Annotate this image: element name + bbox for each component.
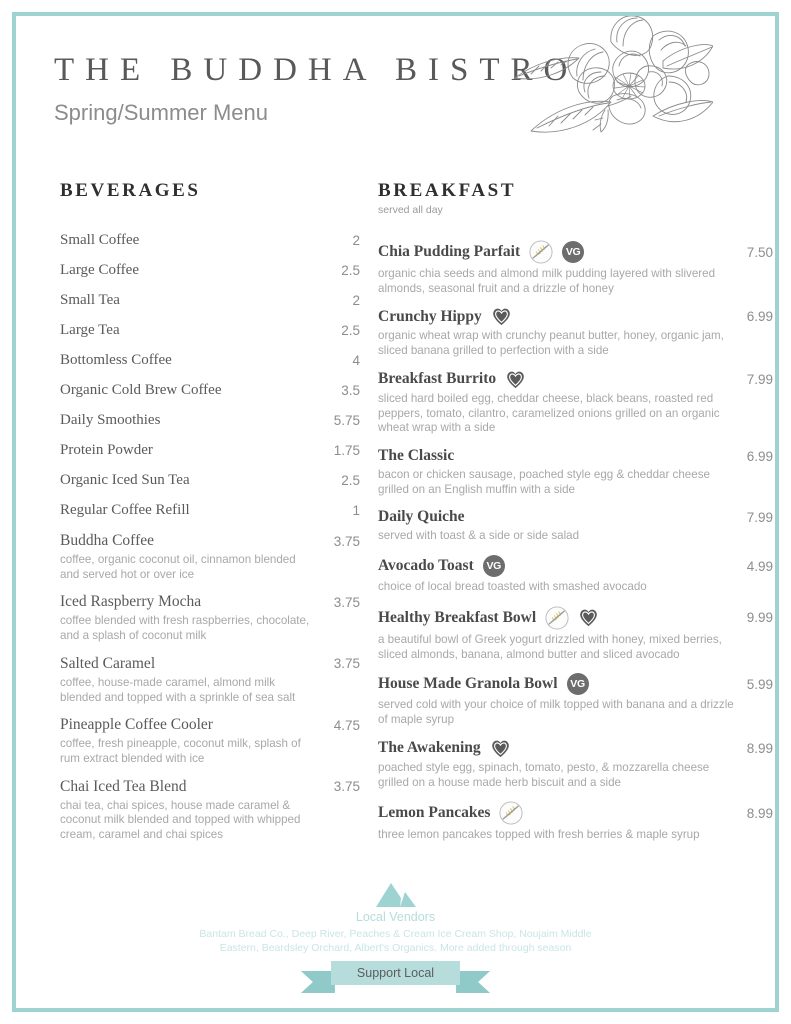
menu-item-left bbox=[60, 502, 190, 519]
menu-item-left bbox=[378, 307, 512, 326]
gluten-free-icon bbox=[499, 801, 523, 825]
menu-item-left bbox=[378, 240, 584, 264]
menu-item-left bbox=[378, 555, 505, 577]
menu-item-name: Lemon Pancakes bbox=[378, 804, 491, 822]
breakfast-items bbox=[378, 240, 773, 843]
vegan-icon: VG bbox=[483, 555, 505, 577]
mountain-icon-wrap bbox=[16, 881, 775, 907]
menu-item-name: Daily Smoothies bbox=[60, 412, 161, 428]
menu-item-price: 3.75 bbox=[333, 533, 360, 549]
menu-item-left bbox=[378, 739, 511, 758]
menu-item-left bbox=[378, 370, 526, 389]
menu-item-price: 2.5 bbox=[341, 323, 360, 338]
menu-item-left bbox=[60, 232, 139, 249]
menu-item bbox=[60, 322, 360, 339]
menu-item-name: Organic Cold Brew Coffee bbox=[60, 382, 222, 398]
menu-item-name: Chia Pudding Parfait bbox=[378, 243, 521, 260]
menu-item-left bbox=[60, 442, 153, 459]
menu-item-row bbox=[60, 352, 360, 369]
menu-item-description: choice of local bread toasted with smashed avocado bbox=[378, 580, 647, 594]
menu-item-price: 4.75 bbox=[333, 717, 360, 733]
menu-item-name: Crunchy Hippy bbox=[378, 307, 482, 325]
menu-item-row bbox=[378, 801, 773, 825]
menu-item-left bbox=[378, 606, 599, 630]
menu-item-row bbox=[60, 532, 360, 550]
menu-item-left bbox=[60, 292, 120, 309]
menu-item-price: 2 bbox=[352, 233, 360, 248]
menu-item-row bbox=[60, 502, 360, 519]
menu-item-name: Breakfast Burrito bbox=[378, 370, 497, 388]
menu-item-row bbox=[60, 262, 360, 279]
menu-item-description: sliced hard boiled egg, cheddar cheese, black beans, roasted red peppers, tomato, cilantro, caramelized onions grilled on an organic wheat wrap with a side bbox=[378, 391, 720, 435]
menu-item-row bbox=[60, 412, 360, 429]
menu-item-price: 3.5 bbox=[341, 383, 360, 398]
menu-item-row bbox=[378, 606, 773, 630]
breakfast-heading: BREAKFAST bbox=[378, 180, 517, 201]
menu-item-name: Large Coffee bbox=[60, 262, 139, 278]
menu-item-name: Regular Coffee Refill bbox=[60, 502, 190, 518]
menu-item bbox=[378, 508, 773, 544]
menu-season-label: Spring/Summer Menu bbox=[54, 100, 268, 125]
menu-item-name: Daily Quiche bbox=[378, 508, 465, 526]
menu-item-left bbox=[60, 412, 160, 429]
menu-item bbox=[378, 673, 773, 727]
menu-item-left bbox=[60, 716, 213, 734]
beverages-items bbox=[60, 232, 360, 843]
menu-item-price: 3.75 bbox=[333, 779, 360, 795]
vegan-icon: VG bbox=[562, 241, 584, 263]
menu-item-left bbox=[60, 322, 120, 339]
menu-item-name: Healthy Breakfast Bowl bbox=[378, 608, 537, 626]
menu-item-price: 6.99 bbox=[746, 309, 773, 325]
beverages-column bbox=[60, 180, 360, 854]
menu-item-price: 3.75 bbox=[333, 656, 360, 672]
menu-item-row bbox=[378, 673, 773, 695]
menu-item-left bbox=[378, 673, 589, 695]
menu-item-name: Organic Iced Sun Tea bbox=[60, 472, 190, 488]
menu-item bbox=[60, 442, 360, 459]
menu-footer bbox=[16, 881, 775, 982]
menu-item bbox=[60, 716, 360, 766]
menu-item-left bbox=[60, 655, 155, 673]
gluten-free-icon bbox=[529, 240, 553, 264]
support-local-label: Support Local bbox=[331, 961, 460, 985]
menu-item-left bbox=[60, 262, 139, 279]
menu-item-description: a beautiful bowl of Greek yogurt drizzled with honey, mixed berries, sliced almonds, banana, almond butter and sliced avocado bbox=[378, 632, 722, 661]
menu-item-price: 4.99 bbox=[746, 558, 773, 574]
menu-item-description: coffee blended with fresh raspberries, chocolate, and a splash of coconut milk bbox=[60, 614, 310, 643]
menu-item-row bbox=[60, 472, 360, 489]
menu-item-description: served cold with your choice of milk topped with banana and a drizzle of maple syrup bbox=[378, 698, 734, 727]
menu-item-description: coffee, organic coconut oil, cinnamon blended and served hot or over ice bbox=[60, 553, 296, 581]
menu-item-row bbox=[60, 716, 360, 734]
menu-item-description: organic chia seeds and almond milk pudding layered with slivered almonds, seasonal fruit and a drizzle of honey bbox=[378, 267, 716, 295]
menu-item bbox=[60, 778, 360, 843]
beverages-heading: BEVERAGES bbox=[60, 180, 201, 201]
menu-item-left bbox=[378, 801, 523, 825]
menu-item-row bbox=[378, 370, 773, 389]
menu-item-name: Buddha Coffee bbox=[60, 532, 154, 549]
menu-item-row bbox=[60, 442, 360, 459]
menu-item-left bbox=[378, 447, 454, 465]
heart-healthy-icon bbox=[490, 739, 511, 758]
menu-item-name: Chai Iced Tea Blend bbox=[60, 777, 187, 795]
menu-item-name: Salted Caramel bbox=[60, 654, 156, 672]
menu-item bbox=[60, 382, 360, 399]
menu-item-left bbox=[60, 352, 172, 369]
menu-item bbox=[60, 352, 360, 369]
menu-item bbox=[60, 532, 360, 582]
menu-item-description: three lemon pancakes topped with fresh berries & maple syrup bbox=[378, 828, 700, 842]
menu-item bbox=[60, 232, 360, 249]
menu-item bbox=[378, 555, 773, 595]
menu-item-price: 2.5 bbox=[341, 263, 360, 278]
menu-item bbox=[378, 370, 773, 436]
menu-item-price: 5.99 bbox=[746, 676, 773, 692]
menu-item-price: 2 bbox=[352, 293, 360, 308]
menu-item-name: The Awakening bbox=[378, 739, 481, 757]
menu-item-row bbox=[378, 508, 773, 526]
menu-item bbox=[378, 240, 773, 296]
heart-healthy-icon bbox=[491, 307, 512, 326]
menu-item-name: Small Coffee bbox=[60, 232, 140, 248]
ribbon-tail-right bbox=[456, 971, 490, 993]
menu-item-left bbox=[60, 593, 201, 611]
menu-item-price: 4 bbox=[352, 353, 360, 368]
restaurant-title: THE BUDDHA BISTRO bbox=[54, 52, 579, 88]
menu-item-price: 7.50 bbox=[746, 244, 773, 260]
menu-item-row bbox=[60, 232, 360, 249]
menu-item-price: 2.5 bbox=[341, 473, 360, 488]
heart-healthy-icon bbox=[578, 608, 599, 627]
menu-item bbox=[378, 307, 773, 358]
menu-item bbox=[378, 739, 773, 790]
menu-item-description: coffee, fresh pineapple, coconut milk, splash of rum extract blended with ice bbox=[60, 737, 301, 766]
support-local-ribbon bbox=[331, 964, 460, 982]
menu-item bbox=[60, 292, 360, 309]
menu-item bbox=[60, 472, 360, 489]
gluten-free-icon bbox=[545, 606, 569, 630]
menu-item-row bbox=[378, 307, 773, 326]
menu-item-name: Protein Powder bbox=[60, 442, 153, 458]
menu-item-row bbox=[378, 240, 773, 264]
menu-item-row bbox=[378, 447, 773, 465]
menu-item bbox=[60, 655, 360, 705]
menu-item bbox=[378, 606, 773, 662]
menu-frame bbox=[12, 12, 779, 1012]
menu-item-price: 6.99 bbox=[746, 448, 773, 464]
menu-item-name: Large Tea bbox=[60, 322, 120, 338]
menu-item-price: 1.75 bbox=[333, 443, 360, 458]
local-vendors-title: Local Vendors bbox=[355, 909, 436, 924]
ribbon-tail-left bbox=[301, 971, 335, 993]
menu-item-left bbox=[60, 472, 190, 489]
breakfast-column bbox=[378, 180, 773, 854]
menu-item bbox=[60, 412, 360, 429]
menu-item-price: 3.75 bbox=[333, 594, 360, 610]
menu-item-description: bacon or chicken sausage, poached style egg & cheddar cheese grilled on an English muffin with a side bbox=[378, 468, 710, 496]
local-vendors-list: Bantam Bread Co., Deep River, Peaches & Cream Ice Cream Shop, Noujaim Middle Eastern, Beardsley Orchard, Albert's Organics. More added through season bbox=[199, 927, 592, 954]
menu-item-description: poached style egg, spinach, tomato, pesto, & mozzarella cheese grilled on a house made herb biscuit and a side bbox=[378, 760, 710, 789]
menu-item-price: 9.99 bbox=[746, 610, 773, 626]
menu-item-name: Pineapple Coffee Cooler bbox=[60, 716, 213, 734]
menu-item-name: House Made Granola Bowl bbox=[378, 675, 558, 693]
menu-item-row bbox=[60, 292, 360, 309]
menu-item-left bbox=[60, 382, 222, 399]
menu-item-price: 8.99 bbox=[746, 740, 773, 756]
menu-item-name: Avocado Toast bbox=[378, 557, 474, 575]
menu-columns bbox=[16, 166, 775, 854]
menu-item-price: 1 bbox=[352, 503, 360, 518]
menu-item-row bbox=[60, 382, 360, 399]
menu-item-left bbox=[60, 778, 186, 796]
heart-healthy-icon bbox=[505, 370, 526, 389]
menu-item-description: chai tea, chai spices, house made caramel & coconut milk blended and topped with whipped cream, caramel and chai spices bbox=[60, 798, 301, 842]
menu-item-price: 7.99 bbox=[746, 371, 773, 387]
menu-item-price: 7.99 bbox=[746, 509, 773, 525]
menu-item bbox=[378, 447, 773, 497]
mountain-icon bbox=[374, 881, 418, 907]
menu-item-description: served with toast & a side or side salad bbox=[378, 529, 580, 543]
menu-item bbox=[378, 801, 773, 843]
menu-item-name: Bottomless Coffee bbox=[60, 352, 172, 368]
menu-item bbox=[60, 502, 360, 519]
menu-item-price: 5.75 bbox=[333, 413, 360, 428]
menu-item-left bbox=[378, 508, 465, 526]
vegan-icon: VG bbox=[567, 673, 589, 695]
menu-header bbox=[16, 16, 775, 166]
menu-item-description: organic wheat wrap with crunchy peanut butter, honey, organic jam, sliced banana grilled to perfection with a side bbox=[378, 329, 724, 358]
menu-item-row bbox=[60, 593, 360, 611]
menu-item-row bbox=[60, 655, 360, 673]
menu-item-row bbox=[60, 778, 360, 796]
menu-item-name: Iced Raspberry Mocha bbox=[60, 593, 202, 611]
menu-item-name: Small Tea bbox=[60, 292, 120, 308]
menu-item bbox=[60, 262, 360, 279]
menu-item-name: The Classic bbox=[378, 447, 455, 465]
breakfast-subheading: served all day bbox=[378, 204, 443, 216]
menu-item-left bbox=[60, 532, 154, 550]
menu-item-price: 8.99 bbox=[746, 805, 773, 821]
menu-item-description: coffee, house-made caramel, almond milk blended and topped with a sprinkle of sea salt bbox=[60, 675, 296, 704]
menu-item-row bbox=[60, 322, 360, 339]
menu-item bbox=[60, 593, 360, 643]
menu-item-row bbox=[378, 555, 773, 577]
menu-item-row bbox=[378, 739, 773, 758]
